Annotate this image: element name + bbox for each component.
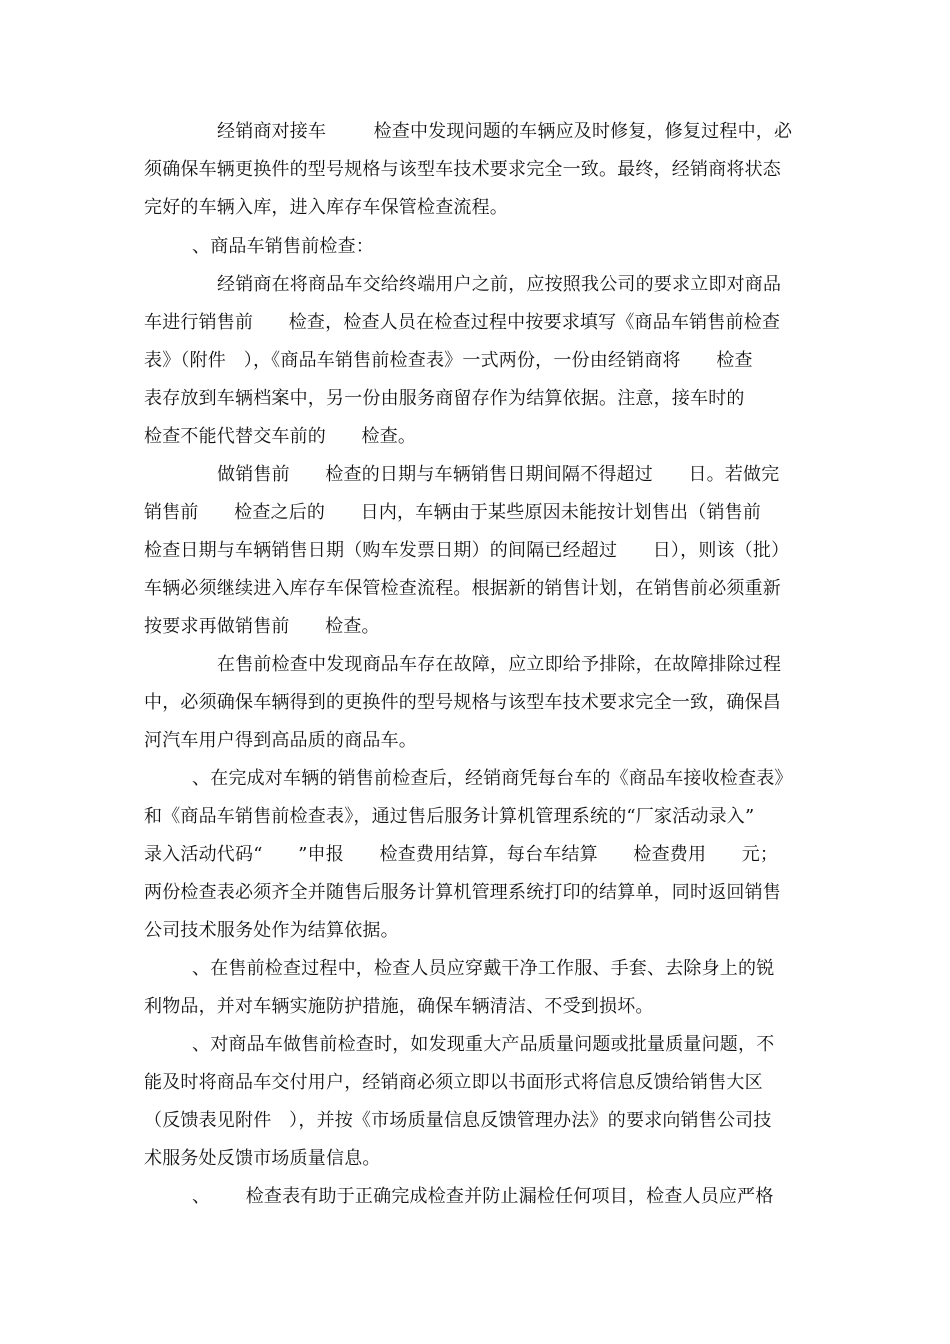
paragraph-line: 经销商对接车 检查中发现问题的车辆应及时修复，修复过程中，必	[217, 121, 793, 142]
paragraph-line: 表》（附件 ），《商品车销售前检查表》一式两份，一份由经销商将 检查	[144, 350, 753, 371]
paragraph-line: 须确保车辆更换件的型号规格与该型车技术要求完全一致。最终，经销商将状态	[144, 159, 781, 180]
paragraph-line: 经销商在将商品车交给终端用户之前，应按照我公司的要求立即对商品	[217, 274, 782, 295]
paragraph-line: 、对商品车做售前检查时，如发现重大产品质量问题或批量质量问题，不	[192, 1034, 775, 1055]
paragraph-line: 、在完成对车辆的销售前检查后，经销商凭每台车的《商品车接收检查表》	[192, 768, 793, 789]
paragraph-line: 表存放到车辆档案中，另一份由服务商留存作为结算依据。注意，接车时的	[144, 388, 745, 409]
paragraph-line: 销售前 检查之后的 日内，车辆由于某些原因未能按计划售出（销售前	[144, 502, 762, 523]
paragraph-line: 中，必须确保车辆得到的更换件的型号规格与该型车技术要求完全一致，确保昌	[144, 692, 781, 713]
paragraph-line: 公司技术服务处作为结算依据。	[144, 920, 399, 941]
paragraph-line: 在售前检查中发现商品车存在故障，应立即给予排除，在故障排除过程	[217, 654, 782, 675]
paragraph-line: 、 检查表有助于正确完成检查并防止漏检任何项目，检查人员应严格	[192, 1186, 774, 1207]
paragraph-line: 做销售前 检查的日期与车辆销售日期间隔不得超过 日。若做完	[217, 464, 780, 485]
paragraph-line: 录入活动代码“ ”申报 检查费用结算，每台车结算 检查费用 元；	[144, 844, 779, 865]
paragraph-line: 按要求再做销售前 检查。	[144, 616, 380, 637]
paragraph-line: （反馈表见附件 ），并按《市场质量信息反馈管理办法》的要求向销售公司技	[144, 1110, 772, 1131]
paragraph-line: 检查日期与车辆销售日期（购车发票日期）的间隔已经超过 日），则该（批）	[144, 540, 790, 561]
paragraph-line: 术服务处反馈市场质量信息。	[144, 1148, 381, 1169]
paragraph-line: 利物品，并对车辆实施防护措施，确保车辆清洁、不受到损坏。	[144, 996, 654, 1017]
paragraph-line: 车辆必须继续进入库存车保管检查流程。根据新的销售计划，在销售前必须重新	[144, 578, 781, 599]
paragraph-line: 车进行销售前 检查，检查人员在检查过程中按要求填写《商品车销售前检查	[144, 312, 781, 333]
paragraph-line: 和《商品车销售前检查表》，通过售后服务计算机管理系统的“厂家活动录入”	[144, 806, 755, 827]
paragraph-line: 能及时将商品车交付用户，经销商必须立即以书面形式将信息反馈给销售大区	[144, 1072, 763, 1093]
paragraph-line: 检查不能代替交车前的 检查。	[144, 426, 417, 447]
paragraph-line: 、在售前检查过程中，检查人员应穿戴干净工作服、手套、去除身上的锐	[192, 958, 775, 979]
section-heading: 、商品车销售前检查：	[192, 236, 374, 257]
paragraph-line: 两份检查表必须齐全并随售后服务计算机管理系统打印的结算单，同时返回销售	[144, 882, 781, 903]
paragraph-line: 河汽车用户得到高品质的商品车。	[144, 730, 417, 751]
paragraph-line: 完好的车辆入库，进入库存车保管检查流程。	[144, 197, 508, 218]
